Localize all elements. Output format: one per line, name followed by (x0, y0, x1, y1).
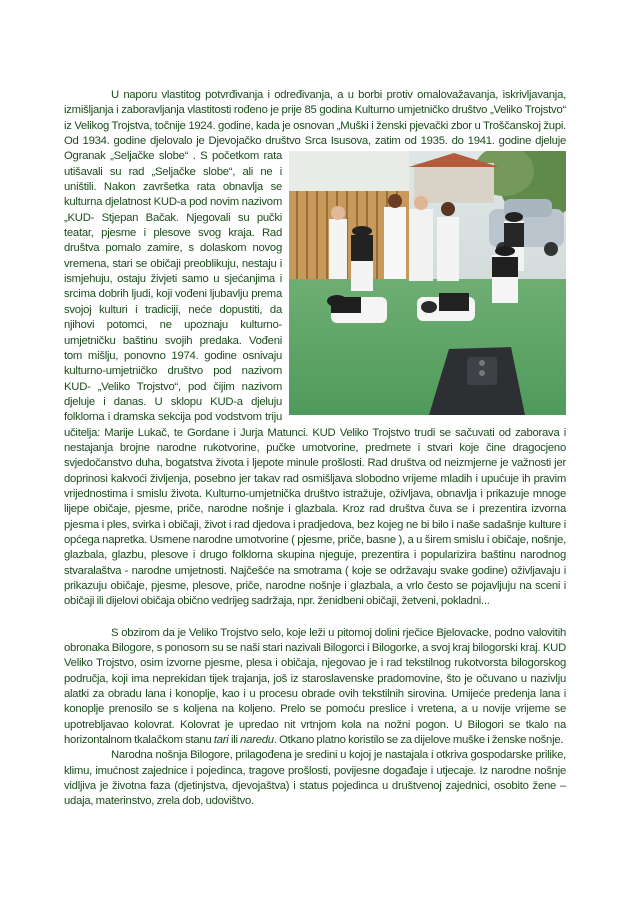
paragraph-1-history: 1941. godine djeluje Ogranak „Seljačke slobe“ . S početkom rata utišavali su rad „Seljačke slobe“, ali ne i uništili. Nakon završetka rata obnavlja se kulturna djelatnost KUD-a pod novim nazivom „KUD- Stjepan Bačak. Njegovali su pučki teatar, pjesme i plesove svog kraja. Rad društva pomalo zamire, s dolaskom novog vremena, stari se običaji preoblikuju, nestaju i ismjehuju, ostaju živjeti samo u sjećanjima i srcima dobrih ljudi, koji vođeni ljubavlju prema svojoj kulturi i tradiciji, neće dopustiti, da njihovi potomci, ne upoznaju kulturno- umjetničku baštinu svojih predaka. Vođeni tom mišlju, ponovno 1974. godine osnivaju kulturno-umjetničko društvo pod nazivom KUD- „Veliko Trojstvo“, pod čijim nazivom djeluje i (64, 135, 566, 408)
paragraph-1-activities: danas. U sklopu KUD-a djeluju folklorna i dramska sekcija pod vodstvom triju učitelja: Marije Lukač, te Gordane i Jurja Matunci. KUD Veliko Trojstvo trudi se sačuvati od zaborava i nestajanja brojne narodne rukotvorine, pučke umotvorine, predmete i stvari koje čine dragocjeno svjedočanstvo duha, bogatstva života i ljepote minule prošlosti. Rad društva od neizmjerne je važnosti jer doprinosi kakvoći življenja, posebno jer takav rad osmišljava slobodno vrijeme mladih i upućuje ih pravim vrijednostima i smislu života. Kulturno-umjetnička društvo istražuje, oživljava, obnavlja i prikazuje mnoge lijepe običaje, pjesme, priče, narodne nošnje i glazbala. Kroz rad društva čuva se i prezentira izvorna pjesma i ples, svirka i običaji, život i rad djedova i pradjedova, bez kojeg ne bi bilo i naše sadašnje kulture i općega napretka. Usmene narodne umotvorine ( pjesme, priče, basne ), a u širem smislu i običaje, nošnje, glazbala, glazbu, plesove i drugo folklorna skupina njeguje, prezentira i popularizira baštinu narodnog stvaralaštva - narodne umjetnosti. Najčešće na smotrama ( koje se održavaju svake godine) oživljavaju i prikazuju običaje, pjesme, plesove, priče, narodne nošnje i glazbala, a vrlo često se pojavljuju na sceni i običaji ili dijelovi običaja obično vedrijeg sadržaja, npr. ženidbeni običaji, žetveni, pokladni... (64, 395, 566, 608)
paragraph-2-end: . Otkano platno koristilo se za dijelove muške i ženske nošnje. (273, 734, 564, 747)
paragraph-2-connector: ili (230, 734, 238, 747)
folklore-photo-drawing (289, 151, 566, 415)
paragraph-3: Narodna nošnja Bilogore, prilagođena je sredini u kojoj je nastajala i otkriva gospodarske prilike, klimu, imućnost zajednice i pojedinca, tragove prošlosti, povijesne događaje i utjecaje. Iz narodne nošnje vidljiva je životna faza (djetinjstva, djevojaštva) i status pojedinca u društvenoj zajednici, osobito žene – udaja, materinstvo, zrela dob, udovištvo. (64, 749, 566, 808)
folklore-photo (289, 151, 566, 415)
term-naredu: naredu (240, 734, 274, 747)
paragraph-2-text: S obzirom da je Veliko Trojstvo selo, koje leži u pitomoj dolini rječice Bjelovacke, podno valovitih obronaka Bilogore, s ponosom su se naši stari nazivali Bilogorci i Bilogorke, a svoj kraj bilogorski kraj. KUD Veliko Trojstvo, osim izvorne pjesme, plesa i običaja, njegovao je i rad tekstilnog rukotvorsta bilogorskog područja, koji ima neprekidan tijek trajanja, još iz staroslavenske pradomovine, što je očuvano u nazivlju alatki za obradu lana i konoplje, kao i u procesu obrade ovih tekstilnih sirovina. Umijeće predenja lana i konoplje prenosilo se s koljena na koljeno. Prelo se pomoću preslice i vretena, a u novije vrijeme se upotrebljavao kolovrat. Kolovrat je upredao nit vrtnjom kola na nožni pogon. U Bilogori se tkalo na horizontalnom tkalačkom stanu (64, 626, 566, 747)
paragraph-2 (64, 626, 566, 749)
article-body (64, 88, 566, 810)
paragraph-1-intro: U naporu vlastitog potvrđivanja i određivanja, a u borbi protiv omalovažavanja, iskrivljavanja, izmišljanja i zaboravljanja vlastitosti rođeno je prije 85 godina Kulturno umjetničko društvo „Veliko Trojstvo“ iz Velikog Trojstva, točnije 1924. godine, kada je osnovan „Muški i ženski pjevački zbor u Troščanskoj župi. Od 1934. godine djelovalo je Djevojačko društvo Srca Isusova, zatim od 1935. do (64, 89, 566, 148)
paragraph-1 (64, 88, 566, 610)
term-tari: tari (213, 734, 229, 747)
